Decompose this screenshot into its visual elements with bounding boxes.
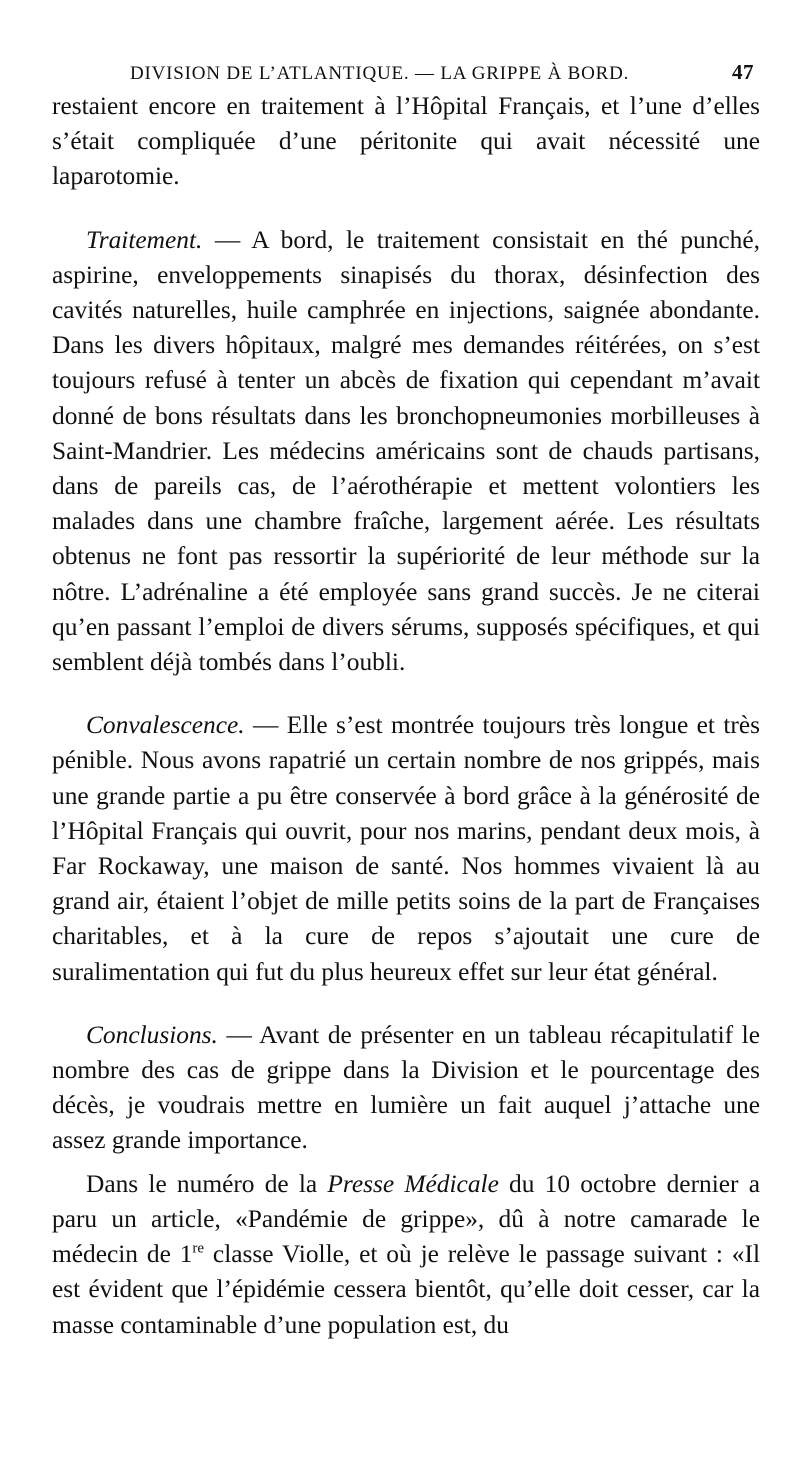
paragraph-traitement <box>52 223 760 681</box>
paragraph-text: — Avant de présenter en un tableau récapitulatif le nombre des cas de grippe dans la Division et le pourcentage des décès, je voudrais mettre en lumière un fait auquel j’attache une assez grande importance. <box>52 1020 760 1155</box>
page-number: 47 <box>732 60 754 84</box>
paragraph-presse-medicale <box>52 1167 760 1343</box>
paragraph-text: — Elle s’est montrée toujours très longue et très pénible. Nous avons rapatrié un certain nombre de nos grippés, mais une grande partie a pu être conservée à bord grâce à la générosité de l’Hôpital Français qui ouvrit, pour nos marins, pendant deux mois, à Far Rockaway, une maison de santé. Nos hommes vivaient là au grand air, étaient l’objet de mille petits soins de la part de Françaises charitables, et à la cure de repos s’ajoutait une cure de suralimentation qui fut du plus heureux effet sur leur état général. <box>52 711 760 986</box>
running-title: DIVISION DE L’ATLANTIQUE. — LA GRIPPE À BORD. <box>130 63 630 84</box>
paragraph-text: du 10 octobre dernier a paru un article, «Pandémie de grippe», dû à notre camarade le médecin de 1 <box>52 1169 760 1269</box>
paragraph-text: restaient encore en traitement à l’Hôpital Français, et l’une d’elles s’était compliquée d’une péritonite qui avait nécessité une laparotomie. <box>52 92 760 191</box>
ordinal-superscript: re <box>192 1240 205 1257</box>
paragraph-convalescence <box>52 708 760 990</box>
section-heading-convalescence: Convalescence. <box>86 711 245 740</box>
journal-title: Presse Médicale <box>327 1169 499 1198</box>
body-text <box>52 89 760 1343</box>
running-header <box>52 60 760 85</box>
paragraph-text: — A bord, le traitement consistait en thé punché, aspirine, enveloppements sinapisés du thorax, désinfection des cavités naturelles, huile camphrée en injections, saignée abondante. Dans les divers hôpitaux, malgré mes demandes réitérées, on s’est toujours refusé à tenter un abcès de fixation qui cependant m’avait donné de bons résultats dans les bronchopneumonies morbilleuses à Saint-Mandrier. Les médecins américains sont de chauds partisans, dans de pareils cas, de l’aérothérapie et mettent volontiers les malades dans une chambre fraîche, largement aérée. Les résultats obtenus ne font pas ressortir la supériorité de leur méthode sur la nôtre. L’adrénaline a été employée sans grand succès. Je ne citerai qu’en passant l’emploi de divers sérums, supposés spécifiques, et qui semblent déjà tombés dans l’oubli. <box>52 225 760 677</box>
section-heading-traitement: Traitement. <box>86 225 203 254</box>
section-heading-conclusions: Conclusions. <box>86 1020 218 1049</box>
paragraph-text: classe Violle, et où je relève le passage suivant : «Il est évident que l’épidémie cessera bientôt, qu’elle doit cesser, car la masse contaminable d’une population est, du <box>52 1240 761 1339</box>
paragraph-continuation <box>52 89 760 195</box>
paragraph-text: Dans le numéro de la <box>86 1169 328 1198</box>
paragraph-conclusions <box>52 1018 760 1159</box>
